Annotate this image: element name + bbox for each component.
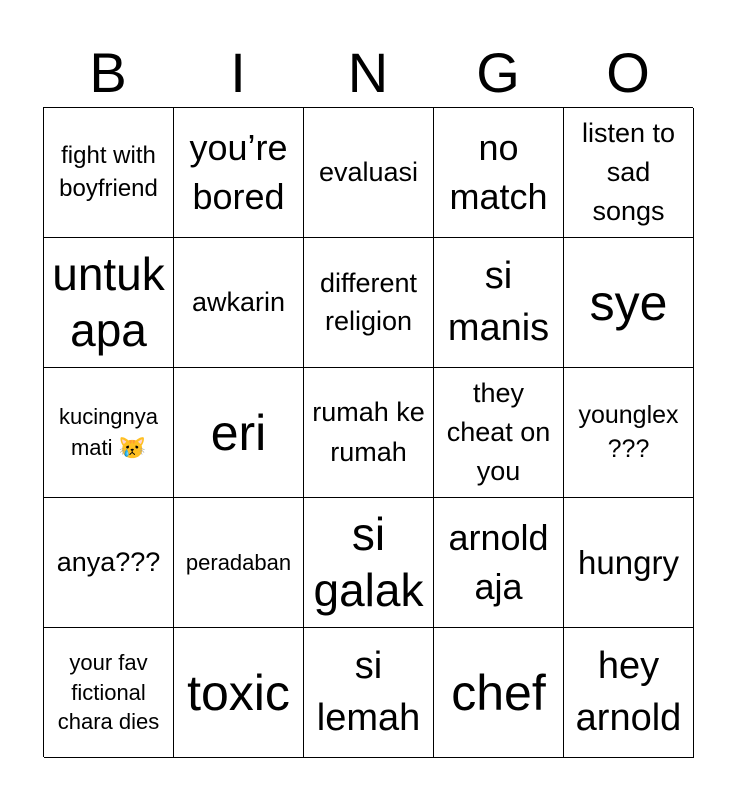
bingo-cell[interactable] <box>434 238 564 368</box>
cell-text: si lemah <box>316 645 421 739</box>
cell-text: different religion <box>319 267 418 336</box>
cell-text: chef <box>451 664 546 721</box>
bingo-cell[interactable] <box>44 498 174 628</box>
cell-text: si galak <box>313 508 424 616</box>
bingo-cell[interactable] <box>304 238 434 368</box>
bingo-cell[interactable] <box>174 238 304 368</box>
bingo-cell[interactable] <box>434 498 564 628</box>
cell-text: your fav fictional chara dies <box>57 649 160 735</box>
cell-text: younglex ??? <box>578 400 679 463</box>
bingo-cell[interactable] <box>564 108 694 238</box>
bingo-cell[interactable] <box>434 368 564 498</box>
header-letter-o: O <box>606 41 650 104</box>
bingo-cell[interactable] <box>564 238 694 368</box>
cell-text: kucingnya mati 😿 <box>58 403 159 460</box>
bingo-cell[interactable] <box>304 368 434 498</box>
bingo-cell[interactable] <box>564 628 694 758</box>
bingo-cell[interactable] <box>44 108 174 238</box>
cell-text: fight with boyfriend <box>59 142 158 202</box>
bingo-cell[interactable] <box>174 628 304 758</box>
bingo-cell[interactable] <box>304 108 434 238</box>
cell-text: evaluasi <box>318 157 419 187</box>
cell-text: rumah ke rumah <box>312 397 425 467</box>
cell-text: hey arnold <box>575 645 682 739</box>
bingo-header <box>43 38 693 108</box>
cell-text: listen to sad songs <box>581 117 676 227</box>
cell-text: untuk apa <box>52 248 165 356</box>
bingo-cell[interactable] <box>564 368 694 498</box>
cell-text: arnold aja <box>448 516 549 607</box>
bingo-cell[interactable] <box>434 108 564 238</box>
header-letter-g: G <box>476 41 520 104</box>
header-letter-b: B <box>89 41 127 104</box>
bingo-cell[interactable] <box>174 368 304 498</box>
cell-text: sye <box>589 274 668 331</box>
cell-text: you’re bored <box>189 126 288 217</box>
bingo-cell[interactable] <box>434 628 564 758</box>
cell-text: awkarin <box>191 287 286 317</box>
bingo-cell[interactable] <box>174 108 304 238</box>
bingo-cell[interactable] <box>44 368 174 498</box>
cell-text: anya??? <box>56 547 161 577</box>
bingo-cell[interactable] <box>564 498 694 628</box>
cell-text: si manis <box>447 255 550 349</box>
bingo-cell[interactable] <box>44 238 174 368</box>
cell-text: they cheat on you <box>446 377 551 487</box>
cell-text: toxic <box>187 664 290 721</box>
cell-text: hungry <box>578 543 679 581</box>
header-letter-i: I <box>230 41 246 104</box>
bingo-board <box>43 107 693 757</box>
bingo-cell[interactable] <box>174 498 304 628</box>
cell-text: peradaban <box>185 549 292 575</box>
cell-text: eri <box>210 404 267 461</box>
cell-text: no match <box>449 126 548 217</box>
bingo-cell[interactable] <box>304 628 434 758</box>
bingo-cell[interactable] <box>44 628 174 758</box>
header-letter-n: N <box>347 41 389 104</box>
bingo-cell[interactable] <box>304 498 434 628</box>
